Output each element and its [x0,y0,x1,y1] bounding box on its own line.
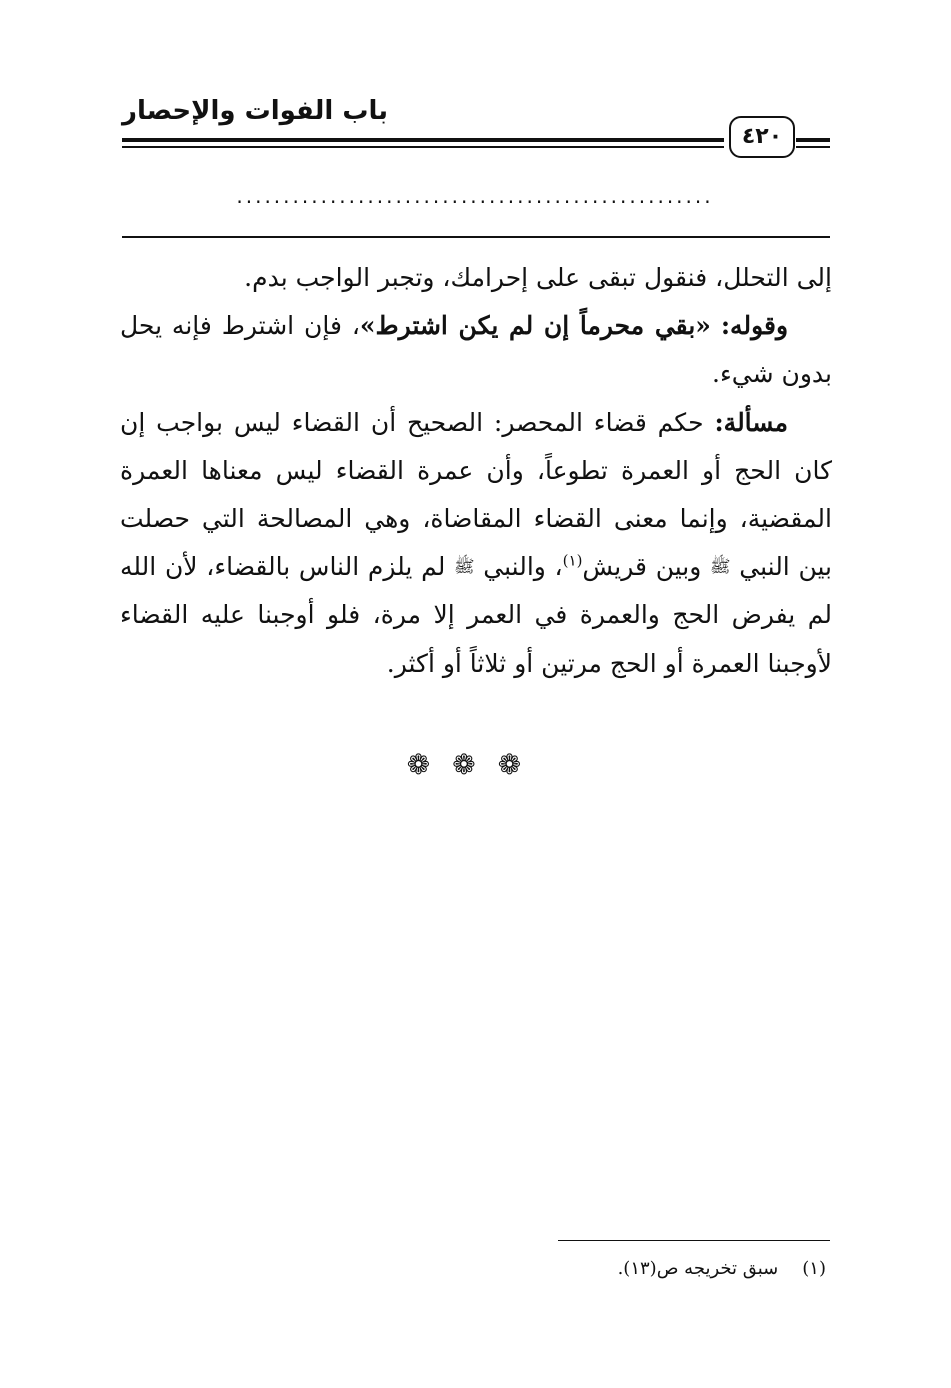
header-rule-left-thick [122,138,724,142]
paragraph-3-text-part1: حكم قضاء المحصر: الصحيح أن القضاء ليس بواجب إن كان الحج أو العمرة تطوعاً، وأن عمرة القضاء ليس معناها العمرة المقضية، وإنما معنى القضاء المقاضاة، وهي المصالحة التي حصلت بين النبي [120,407,832,582]
main-text [120,254,832,688]
paragraph-1 [120,254,832,302]
paragraph-2-quote: «بقي محرماً إن لم يكن اشترط» [359,311,711,341]
paragraph-3-text-part2: وبين قريش [582,552,702,582]
paragraph-3-text-part3: ، والنبي [483,552,563,582]
footnote-number: (١) [802,1258,826,1279]
footnote [420,1258,826,1279]
honorific-symbol: ﷺ [710,557,731,578]
chapter-title: باب الفوات والإحصار [122,96,389,126]
header-rule-right-thick [796,138,830,142]
header-rule-right-thin [796,146,830,148]
header-rule-left-thin [122,146,724,148]
dotted-separator: ................................................... [236,184,714,208]
section-rule [122,236,830,238]
paragraph-1-text: إلى التحلل، فنقول تبقى على إحرامك، وتجبر الواجب بدم. [244,263,832,292]
paragraph-2 [120,302,832,398]
honorific-symbol: ﷺ [454,557,475,578]
footnote-rule [558,1240,830,1241]
footnote-reference: (١) [562,551,583,570]
section-end-ornament: ❁❁❁ [406,748,544,781]
page-number: ٤٢٠ [729,116,795,158]
paragraph-3-text-part4: لم يلزم الناس بالقضاء، لأن الله لم يفرض الحج والعمرة في العمر إلا مرة، فلو أوجبنا عليه القضاء لأوجبنا العمرة أو الحج مرتين أو ثلاثاً أو أكثر. [120,552,833,678]
footnote-text: سبق تخريجه ص(١٣). [617,1258,779,1279]
paragraph-3 [120,399,832,688]
paragraph-3-lead: مسألة: [714,407,788,437]
paragraph-2-lead: وقوله: [720,311,789,341]
paragraph-2-rest: ، فإن اشترط فإنه يحل بدون شيء. [120,311,832,389]
